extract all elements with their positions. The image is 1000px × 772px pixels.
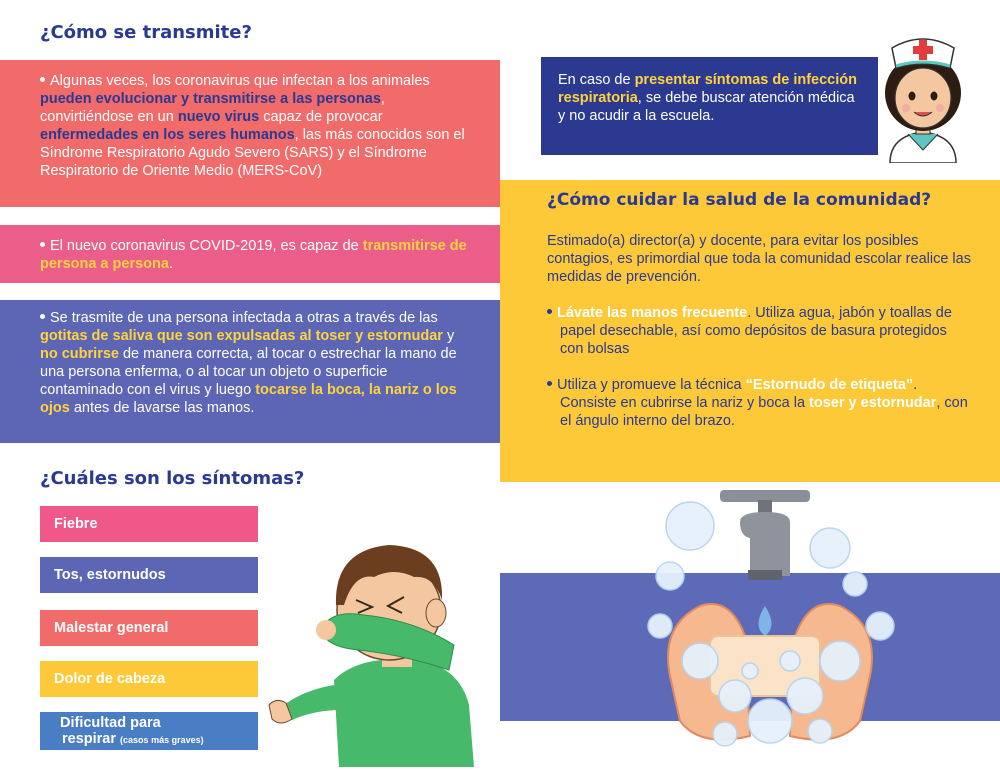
symptom-malaise bbox=[40, 610, 258, 646]
symptom-cough bbox=[40, 557, 258, 593]
community-bullet-handwash: Lávate las manos frecuente. Utiliza agua, jabón y toallas de papel desechable, así como depósitos de basura protegidos con bolsas bbox=[547, 304, 972, 358]
symptom-fever bbox=[40, 506, 258, 542]
community-intro: Estimado(a) director(a) y docente, para evitar los posibles contagios, es primordial que toda la comunidad escolar realice las medidas de prevención. bbox=[547, 233, 971, 285]
symptom-label: Fiebre bbox=[54, 516, 98, 532]
symptom-breathing bbox=[40, 712, 258, 750]
bullet-dot bbox=[547, 309, 552, 314]
transmission-card-droplets: Se trasmite de una persona infectada a otras a través de las gotitas de saliva que son expulsadas al toser y estornudar y no cubrirse de manera correcta, al tocar o estrechar la mano de una persona enferma, o al tocar un objeto o superficie contaminado con el virus y luego tocarse la boca, la nariz o los ojos antes de lavarse las manos. bbox=[0, 300, 500, 443]
nurse-illustration bbox=[878, 28, 968, 163]
symptom-note: (casos más graves) bbox=[120, 735, 204, 745]
bullet-dot bbox=[40, 242, 45, 247]
community-heading: ¿Cómo cuidar la salud de la comunidad? bbox=[547, 190, 932, 210]
symptom-label: Tos, estornudos bbox=[54, 567, 166, 583]
care-notice-card: En caso de presentar síntomas de infección respiratoria, se debe buscar atención médica y no acudir a la escuela. bbox=[541, 57, 878, 155]
symptom-label: Dolor de cabeza bbox=[54, 671, 166, 687]
community-card bbox=[500, 180, 1000, 482]
transmission-heading: ¿Cómo se transmite? bbox=[40, 22, 252, 43]
symptom-label: Dificultad para bbox=[60, 715, 161, 731]
community-bullet-sneeze: Utiliza y promueve la técnica “Estornudo de etiqueta”. Consiste en cubrirse la nariz y boca la toser y estornudar, con el ángulo interno del brazo. bbox=[547, 376, 972, 430]
symptom-label: Malestar general bbox=[54, 620, 169, 636]
symptom-label-2: respirar bbox=[62, 731, 117, 747]
bullet-dot bbox=[547, 381, 552, 386]
boy-sneezing-illustration bbox=[264, 505, 500, 767]
handwashing-illustration bbox=[640, 486, 900, 754]
transmission-card-person: El nuevo coronavirus COVID-2019, es capaz de transmitirse de persona a persona. bbox=[0, 225, 500, 283]
bullet-dot bbox=[40, 77, 45, 82]
symptoms-heading: ¿Cuáles son los síntomas? bbox=[40, 468, 305, 489]
bullet-dot bbox=[40, 314, 45, 319]
symptom-headache bbox=[40, 661, 258, 697]
transmission-card-animals: Algunas veces, los coronavirus que infectan a los animales pueden evolucionar y transmitirse a las personas, convirtiéndose en un nuevo virus capaz de provocar enfermedades en los seres humanos, las más conocidos son el Síndrome Respiratorio Agudo Severo (SARS) y el Síndrome Respiratorio de Oriente Medio (MERS-CoV) bbox=[0, 60, 500, 207]
